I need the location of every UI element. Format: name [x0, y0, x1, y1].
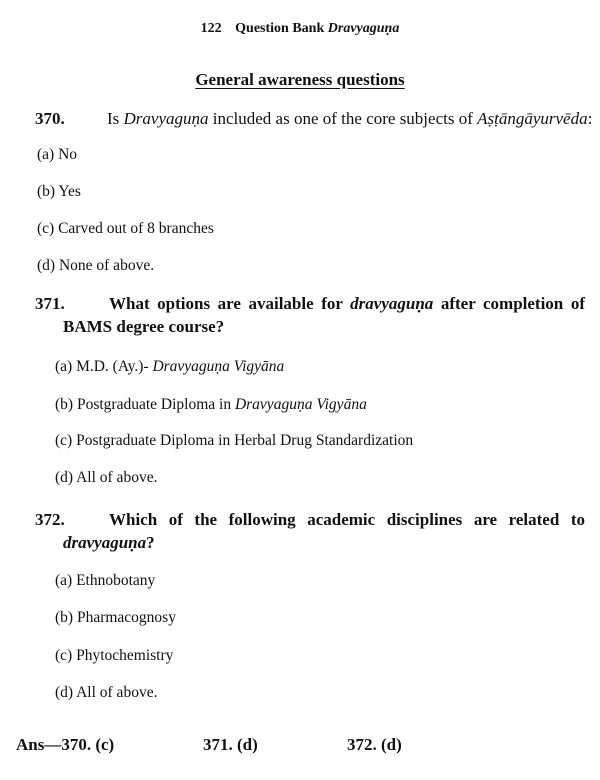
option-371-c: (c) Postgraduate Diploma in Herbal Drug Standardization — [55, 432, 414, 449]
option-370-c: (c) Carved out of 8 branches — [37, 220, 214, 237]
question-371: 371. What options are available for dravyaguṇa after completion of BAMS degree course? — [35, 294, 585, 336]
option-370-d: (d) None of above. — [37, 257, 155, 274]
option-372-a: (a) Ethnobotany — [55, 572, 156, 589]
answer-370: Ans—370. (c) — [16, 735, 115, 754]
running-title-italic: Dravyaguṇa — [327, 21, 400, 36]
option-371-a: (a) M.D. (Ay.)- Dravyaguṇa Vigyāna — [55, 358, 285, 375]
option-372-d: (d) All of above. — [55, 684, 158, 701]
option-371-d: (d) All of above. — [55, 469, 158, 486]
page-number: 122 — [200, 21, 222, 36]
question-number: 370. — [35, 109, 65, 128]
question-370: 370. Is Dravyaguṇa included as one of the core subjects of Aṣṭāngāyurvēda: — [35, 109, 593, 128]
running-title: Question Bank — [235, 21, 325, 36]
option-370-b: (b) Yes — [37, 183, 81, 200]
option-370-a: (a) No — [37, 146, 78, 163]
running-header — [0, 21, 600, 37]
option-371-b: (b) Postgraduate Diploma in Dravyaguṇa Vigyāna — [55, 396, 367, 413]
option-372-c: (c) Phytochemistry — [55, 647, 174, 664]
question-number: 372. — [35, 510, 65, 529]
section-title: General awareness questions — [195, 70, 405, 89]
question-372: 372. Which of the following academic disciplines are related to dravyaguṇa? — [35, 510, 585, 552]
option-372-b: (b) Pharmacognosy — [55, 609, 176, 626]
answer-372: 372. (d) — [347, 735, 402, 754]
answer-371: 371. (d) — [203, 735, 258, 754]
question-number: 371. — [35, 294, 65, 313]
